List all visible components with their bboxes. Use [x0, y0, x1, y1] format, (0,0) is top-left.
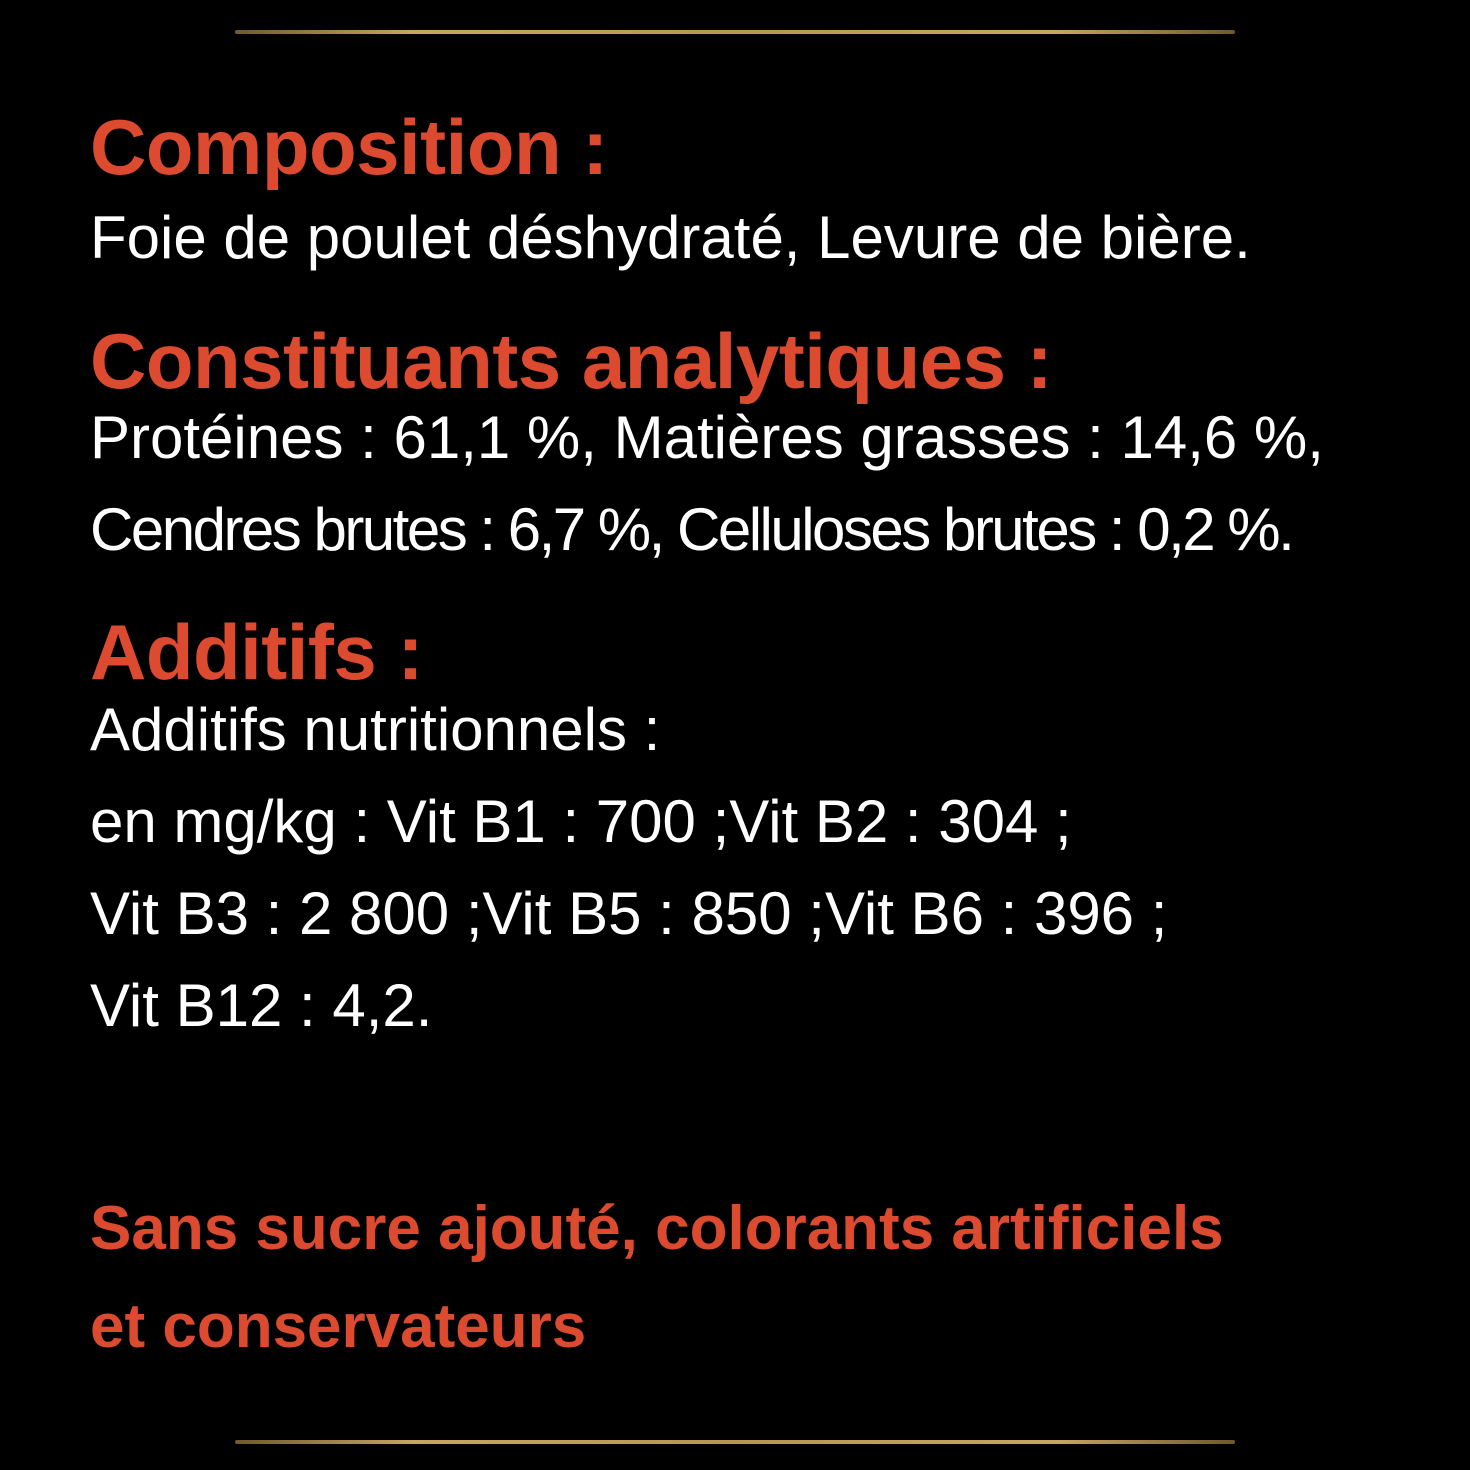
- analytical-line-2: Cendres brutes : 6,7 %, Celluloses brutes : 0,2 %.: [90, 496, 1293, 563]
- footer-line-2: et conservateurs: [90, 1292, 587, 1361]
- top-gold-rule: [235, 30, 1235, 34]
- analytical-line-1: Protéines : 61,1 %, Matières grasses : 14,6 %,: [90, 404, 1324, 471]
- additives-line-2: en mg/kg : Vit B1 : 700 ;Vit B2 : 304 ;: [90, 788, 1072, 855]
- footer-line-1: Sans sucre ajouté, colorants artificiels: [90, 1194, 1224, 1263]
- additives-line-4: Vit B12 : 4,2.: [90, 972, 433, 1039]
- bottom-gold-rule: [235, 1440, 1235, 1444]
- composition-text: Foie de poulet déshydraté, Levure de bière.: [90, 204, 1251, 271]
- additives-line-3: Vit B3 : 2 800 ;Vit B5 : 850 ;Vit B6 : 396 ;: [90, 880, 1168, 947]
- additives-line-1: Additifs nutritionnels :: [90, 696, 661, 763]
- additives-heading: Additifs :: [90, 608, 423, 696]
- analytical-heading: Constituants analytiques :: [90, 317, 1053, 405]
- composition-heading: Composition :: [90, 103, 608, 191]
